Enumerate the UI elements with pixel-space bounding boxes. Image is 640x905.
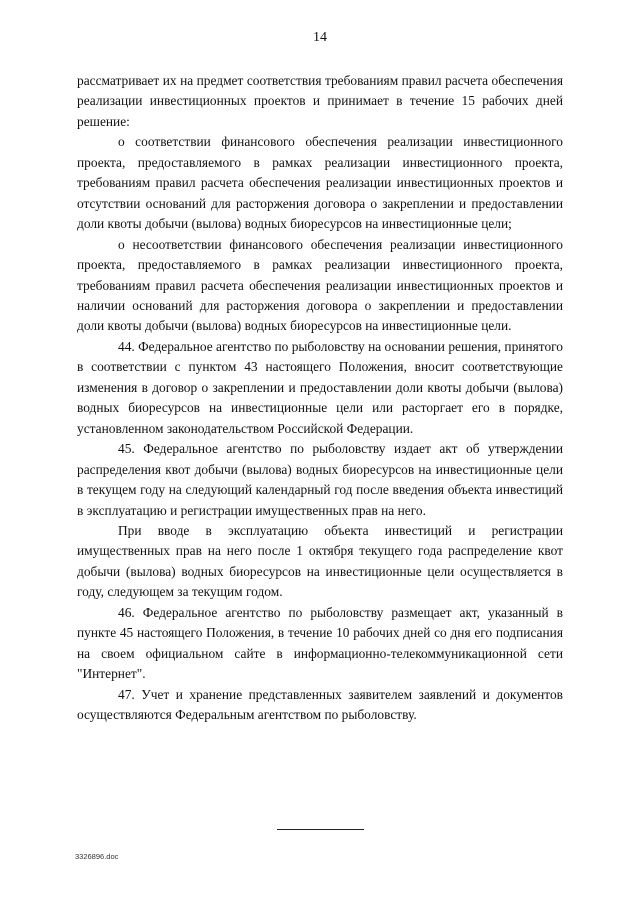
paragraph-46: 46. Федеральное агентство по рыболовству размещает акт, указанный в пункте 45 настоящего Положения, в течение 10 рабочих дней со дня его подписания на своем официальном сайте в информационно-телекоммуникационной сети "Интернет". bbox=[77, 604, 563, 682]
document-body bbox=[77, 71, 563, 726]
paragraph-noncompliance: о несоответствии финансового обеспечения реализации инвестиционного проекта, предоставляемого в рамках реализации инвестиционного проекта, требованиям правил расчета обеспечения реализации инвестиционных проектов и наличии оснований для расторжения договора о закреплении и предоставлении доли квоты добычи (вылова) водных биоресурсов на инвестиционные цели. bbox=[77, 236, 563, 334]
paragraph-45: 45. Федеральное агентство по рыболовству издает акт об утверждении распределения квот добычи (вылова) водных биоресурсов на инвестиционные цели в текущем году на следующий календарный год после введения объекта инвестиций в эксплуатацию и регистрации имущественных прав на него. bbox=[77, 441, 563, 518]
page-number: 14 bbox=[313, 30, 327, 45]
paragraph-44: 44. Федеральное агентство по рыболовству на основании решения, принятого в соответствии с пунктом 43 настоящего Положения, вносит соответствующие изменения в договор о закреплении и предоставлении доли квоты добычи (вылова) водных биоресурсов на инвестиционные цели или расторгает его в порядке, установленном законодательством Российской Федерации. bbox=[77, 338, 563, 436]
paragraph-compliance: о соответствии финансового обеспечения реализации инвестиционного проекта, предоставляемого в рамках реализации инвестиционного проекта, требованиям правил расчета обеспечения реализации инвестиционных проектов и отсутствии оснований для расторжения договора о закреплении и предоставлении доли квоты добычи (вылова) водных биоресурсов на инвестиционные цели; bbox=[77, 134, 563, 232]
paragraph-47: 47. Учет и хранение представленных заявителем заявлений и документов осуществляются Федеральным агентством по рыболовству. bbox=[77, 686, 563, 723]
file-name-footer: 3326896.doc bbox=[75, 852, 119, 861]
paragraph-continuation: рассматривает их на предмет соответствия требованиям правил расчета обеспечения реализации инвестиционных проектов и принимает в течение 15 рабочих дней решение: bbox=[77, 73, 563, 129]
end-separator-line bbox=[277, 829, 364, 830]
paragraph-45-commissioning: При вводе в эксплуатацию объекта инвестиций и регистрации имущественных прав на него после 1 октября текущего года распределение квот добычи (вылова) водных биоресурсов на инвестиционные цели осуществляется в году, следующем за текущим годом. bbox=[77, 522, 563, 600]
